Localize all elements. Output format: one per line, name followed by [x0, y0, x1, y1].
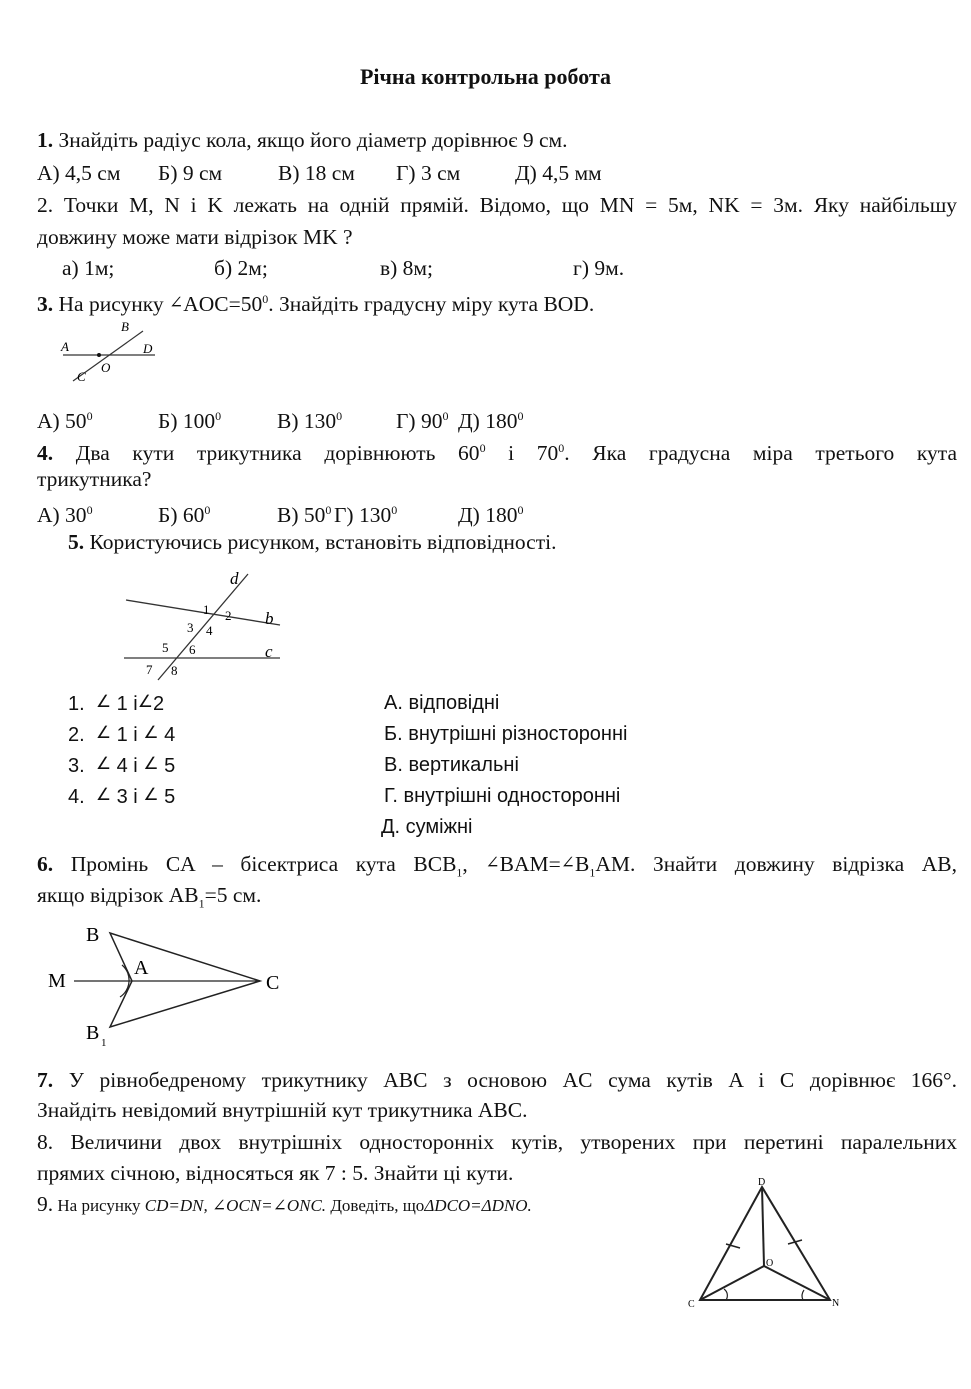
question-5-number: 5.: [68, 530, 85, 554]
question-7-line-2: Знайдіть невідомий внутрішній кут трикутника ABC.: [37, 1098, 528, 1122]
match-option: Г. внутрішні односторонні: [384, 785, 621, 807]
question-2-options: [37, 255, 957, 281]
question-1-number: 1.: [37, 128, 54, 152]
question-3-option: Д) $180^0$: [458, 409, 524, 434]
question-4-text-c: . Яка градусна міра третього кута: [564, 441, 957, 466]
angle-icon: ∠: [143, 723, 159, 742]
label-d: d: [230, 569, 239, 588]
angle-icon: ∠: [560, 853, 575, 872]
segment-do: [762, 1187, 764, 1266]
angle-icon: ∠: [95, 785, 112, 804]
label-b: B: [121, 319, 129, 334]
label-b1: B: [86, 1022, 100, 1044]
angle-label-8: 8: [171, 663, 178, 678]
question-3-post: . Знайдіть градусну міру кута BOD.: [268, 292, 595, 317]
angle-arc-c: [724, 1289, 727, 1300]
question-3-option: В) $130^0$: [277, 409, 343, 434]
label-d: D: [143, 341, 153, 356]
angle-label-3: 3: [187, 620, 194, 635]
question-9-conclusion: ΔDCO=ΔDNO.: [424, 1196, 532, 1215]
match-item: 1. ∠ 1 і∠2: [68, 692, 165, 715]
question-4-option: В) $50^0$: [277, 503, 332, 528]
question-1: [37, 127, 957, 153]
question-2-line-2: довжину може мати відрізок MK ?: [37, 225, 353, 249]
angle-icon: ∠: [95, 754, 112, 773]
question-1-option: Д) 4,5 мм: [515, 161, 602, 185]
question-7-line-1: 7. У рівнобедреному трикутнику ABC з основою AC сума кутів A і C дорівнює 166°.: [37, 1068, 957, 1092]
question-3-pre: На рисунку: [53, 292, 169, 317]
question-4-option: Г) $130^0$: [334, 503, 398, 528]
match-item: 2. ∠ 1 і ∠ 4: [68, 723, 176, 746]
figure-question-3: [55, 317, 165, 389]
angle-icon: ∠: [137, 692, 153, 711]
question-1-option: Б) 9 см: [158, 161, 223, 185]
question-4-line-2: трикутника?: [37, 467, 152, 491]
question-3-options: [37, 403, 957, 434]
label-n: N: [832, 1298, 840, 1309]
angle-label-4: 4: [206, 623, 213, 638]
match-option: Б. внутрішні різносторонні: [384, 723, 628, 745]
question-3-number: 3.: [37, 292, 54, 317]
question-9-condition: CD=DN, ∠OCN=∠ONC.: [144, 1196, 327, 1215]
question-4-line-1: [37, 435, 957, 466]
question-2-option: а) 1м;: [62, 256, 115, 280]
angle-icon: ∠: [95, 692, 112, 711]
match-option: Д. суміжні: [381, 816, 473, 838]
question-9-number: 9.: [37, 1192, 54, 1216]
match-item: 3. ∠ 4 і ∠ 5: [68, 754, 176, 777]
question-4-text-b: і 70: [485, 441, 559, 466]
question-2-line-1: 2. Точки M, N і K лежать на одній прямій. Відомо, що MN = 5м, NK = 3м. Яку найбільшу: [37, 193, 957, 217]
question-6-number: 6.: [37, 852, 54, 876]
question-3-option: А) $50^0$: [37, 409, 93, 434]
question-4-option: А) $30^0$: [37, 503, 93, 528]
angle-icon: ∠: [143, 754, 159, 773]
question-1-option: А) 4,5 см: [37, 161, 121, 185]
question-3: [37, 286, 957, 317]
point-o: [97, 353, 101, 357]
label-d: D: [758, 1177, 766, 1188]
question-2-option: б) 2м;: [214, 256, 268, 280]
angle-label-7: 7: [146, 662, 153, 677]
question-1-option: Г) 3 см: [396, 161, 461, 185]
label-b1-sub: 1: [101, 1037, 107, 1049]
label-o: O: [101, 360, 111, 375]
angle-icon: ∠: [143, 785, 159, 804]
label-b: b: [265, 609, 274, 628]
question-4-option: Д) $180^0$: [458, 503, 524, 528]
question-3-angle: AOC=50: [183, 292, 263, 317]
figure-outline: [110, 933, 260, 1027]
question-4-text-a: Два кути трикутника дорівнюють 60: [53, 441, 480, 466]
question-6-line-2: якщо відрізок $AB_1=5$ см.: [37, 883, 262, 911]
degree-mark: 0: [558, 441, 565, 455]
question-9: 9. На рисунку CD=DN, ∠OCN=∠ONC. Доведіть, щоΔDCO=ΔDNO.: [37, 1192, 532, 1216]
label-c: C: [77, 369, 86, 384]
question-3-option: Б) $100^0$: [158, 409, 222, 434]
degree-mark: 0: [479, 441, 486, 455]
match-item: 4. ∠ 3 і ∠ 5: [68, 785, 176, 808]
label-c: C: [688, 1299, 695, 1310]
angle-label-1: 1: [203, 602, 210, 617]
question-2-option: в) 8м;: [380, 256, 434, 280]
question-7-number: 7.: [37, 1068, 54, 1092]
angle-icon: ∠: [485, 853, 500, 872]
question-1-option: В) 18 см: [278, 161, 355, 185]
question-8-line-1: 8. Величини двох внутрішніх односторонніх кутів, утворених при перетині паралельних: [37, 1130, 957, 1154]
question-8-line-2: прямих січною, відносяться як 7 : 5. Знайти ці кути.: [37, 1161, 514, 1185]
question-1-text: Знайдіть радіус кола, якщо його діаметр дорівнює 9 см.: [53, 128, 568, 152]
label-o: O: [766, 1258, 774, 1269]
question-4-option: Б) $60^0$: [158, 503, 211, 528]
question-6-line-1: 6. Промінь CA – бісектриса кута $BCB_1$, $\angle BAM=\angle B_1AM$. Знайти довжину відрізка AB,: [37, 852, 957, 880]
angle-icon: ∠: [168, 293, 184, 313]
match-option: В. вертикальні: [384, 754, 519, 776]
figure-question-9: [682, 1172, 852, 1320]
match-option: А. відповідні: [384, 692, 500, 714]
label-c: C: [266, 972, 280, 994]
label-a: A: [134, 957, 149, 979]
angle-label-6: 6: [189, 642, 196, 657]
question-4-number: 4.: [37, 441, 54, 466]
angle-icon: ∠: [95, 723, 112, 742]
question-5: [68, 529, 957, 555]
label-b: B: [86, 924, 100, 946]
label-a: A: [61, 339, 69, 354]
angle-label-2: 2: [225, 608, 232, 623]
question-4-options: [37, 497, 957, 528]
degree-mark: 0: [262, 292, 269, 306]
figure-question-5: [120, 562, 290, 684]
figure-question-6: [40, 915, 300, 1055]
triangle-dcn: [700, 1187, 830, 1300]
question-5-text: Користуючись рисунком, встановіть відповідності.: [84, 530, 557, 554]
label-c: c: [265, 642, 273, 661]
angle-label-5: 5: [162, 640, 169, 655]
angle-arc-n: [802, 1290, 804, 1300]
question-3-option: Г) $90^0$: [396, 409, 449, 434]
question-2-option: г) 9м.: [573, 256, 625, 280]
page-title: Річна контрольна робота: [359, 64, 612, 89]
question-1-options: [37, 160, 957, 186]
label-m: M: [48, 970, 66, 992]
